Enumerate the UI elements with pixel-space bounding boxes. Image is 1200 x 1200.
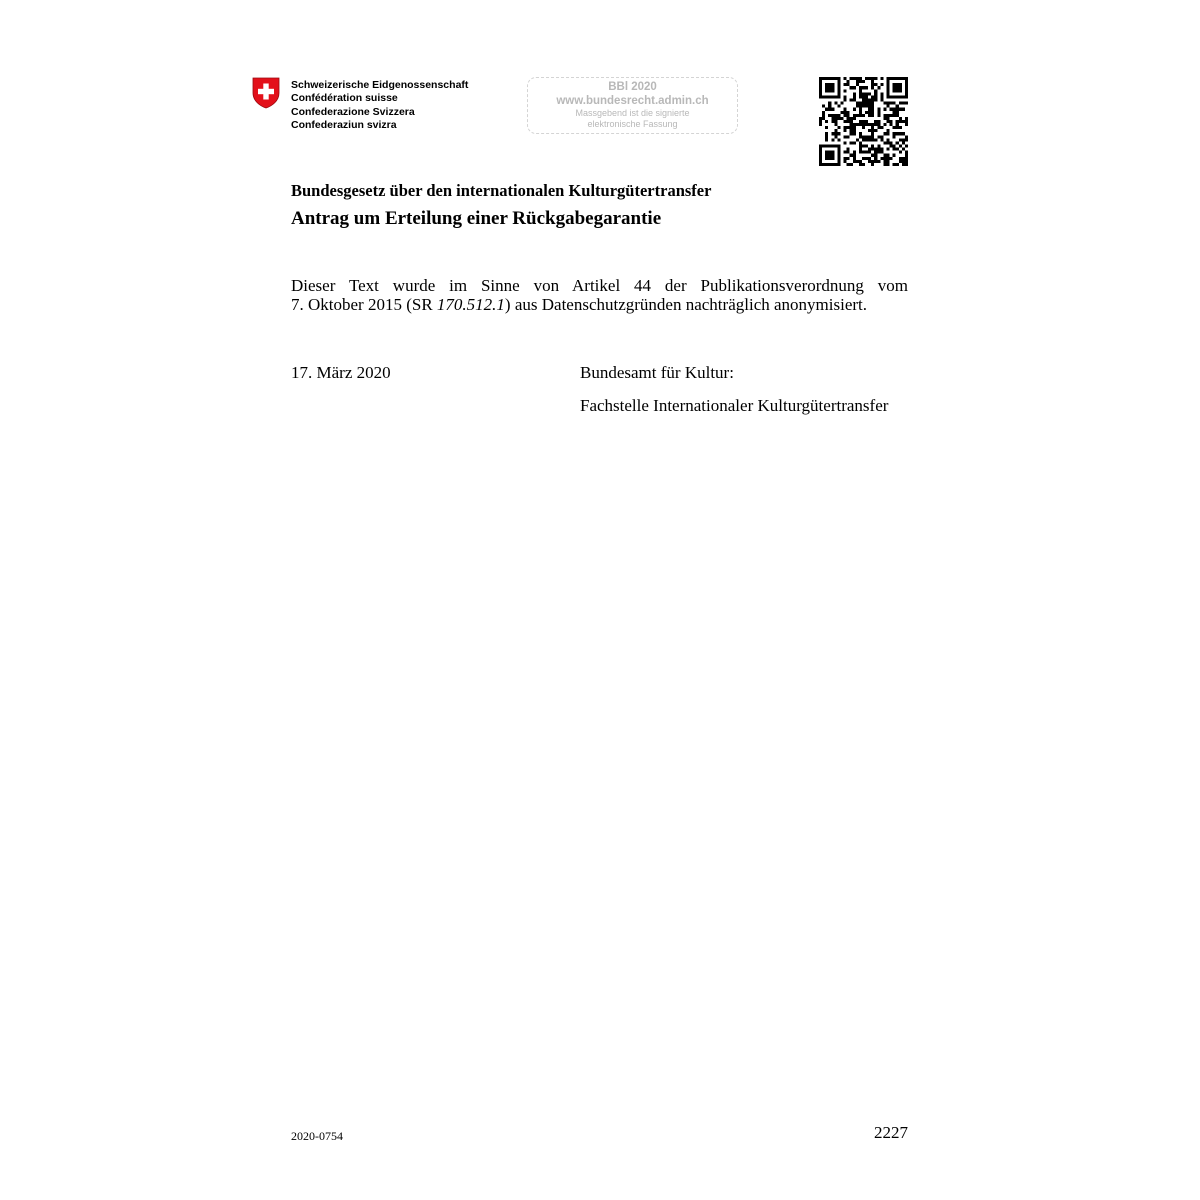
subject-title: Antrag um Erteilung einer Rückgabegarantie [291, 208, 662, 229]
issuing-office: Bundesamt für Kultur: [580, 363, 734, 382]
notice-line-2 [291, 295, 908, 314]
notice-line-1: Dieser Text wurde im Sinne von Artikel 44 der Publikationsverordnung vom [291, 276, 908, 295]
swiss-crest-icon [252, 77, 280, 109]
stamp-bbl: BBl 2020 [608, 81, 657, 93]
anonymization-notice [291, 276, 908, 314]
stamp-note-2: elektronische Fassung [587, 119, 678, 129]
page-number: 2227 [874, 1123, 908, 1142]
issuing-unit: Fachstelle Internationaler Kulturgütertransfer [580, 396, 889, 415]
stamp-note-1: Massgebend ist die signierte [575, 108, 690, 118]
document-date: 17. März 2020 [291, 363, 391, 382]
notice-text-b: ) aus Datenschutzgründen nachträglich anonymisiert. [504, 295, 867, 314]
stamp-url: www.bundesrecht.admin.ch [556, 95, 709, 107]
notice-text-a: 7. Oktober 2015 (SR [291, 295, 437, 314]
law-title: Bundesgesetz über den internationalen Kulturgütertransfer [291, 181, 712, 200]
document-number: 2020-0754 [291, 1129, 343, 1143]
publication-stamp [527, 77, 738, 134]
authority-line-it: Confederazione Svizzera [291, 105, 415, 118]
authority-line-de: Schweizerische Eidgenossenschaft [291, 79, 469, 91]
authority-line-rm: Confederaziun svizra [291, 119, 397, 132]
sr-reference: 170.512.1 [436, 295, 505, 314]
authority-line-fr: Confédération suisse [291, 92, 398, 105]
federal-authority-name [291, 79, 468, 133]
qr-code-icon [819, 77, 908, 166]
